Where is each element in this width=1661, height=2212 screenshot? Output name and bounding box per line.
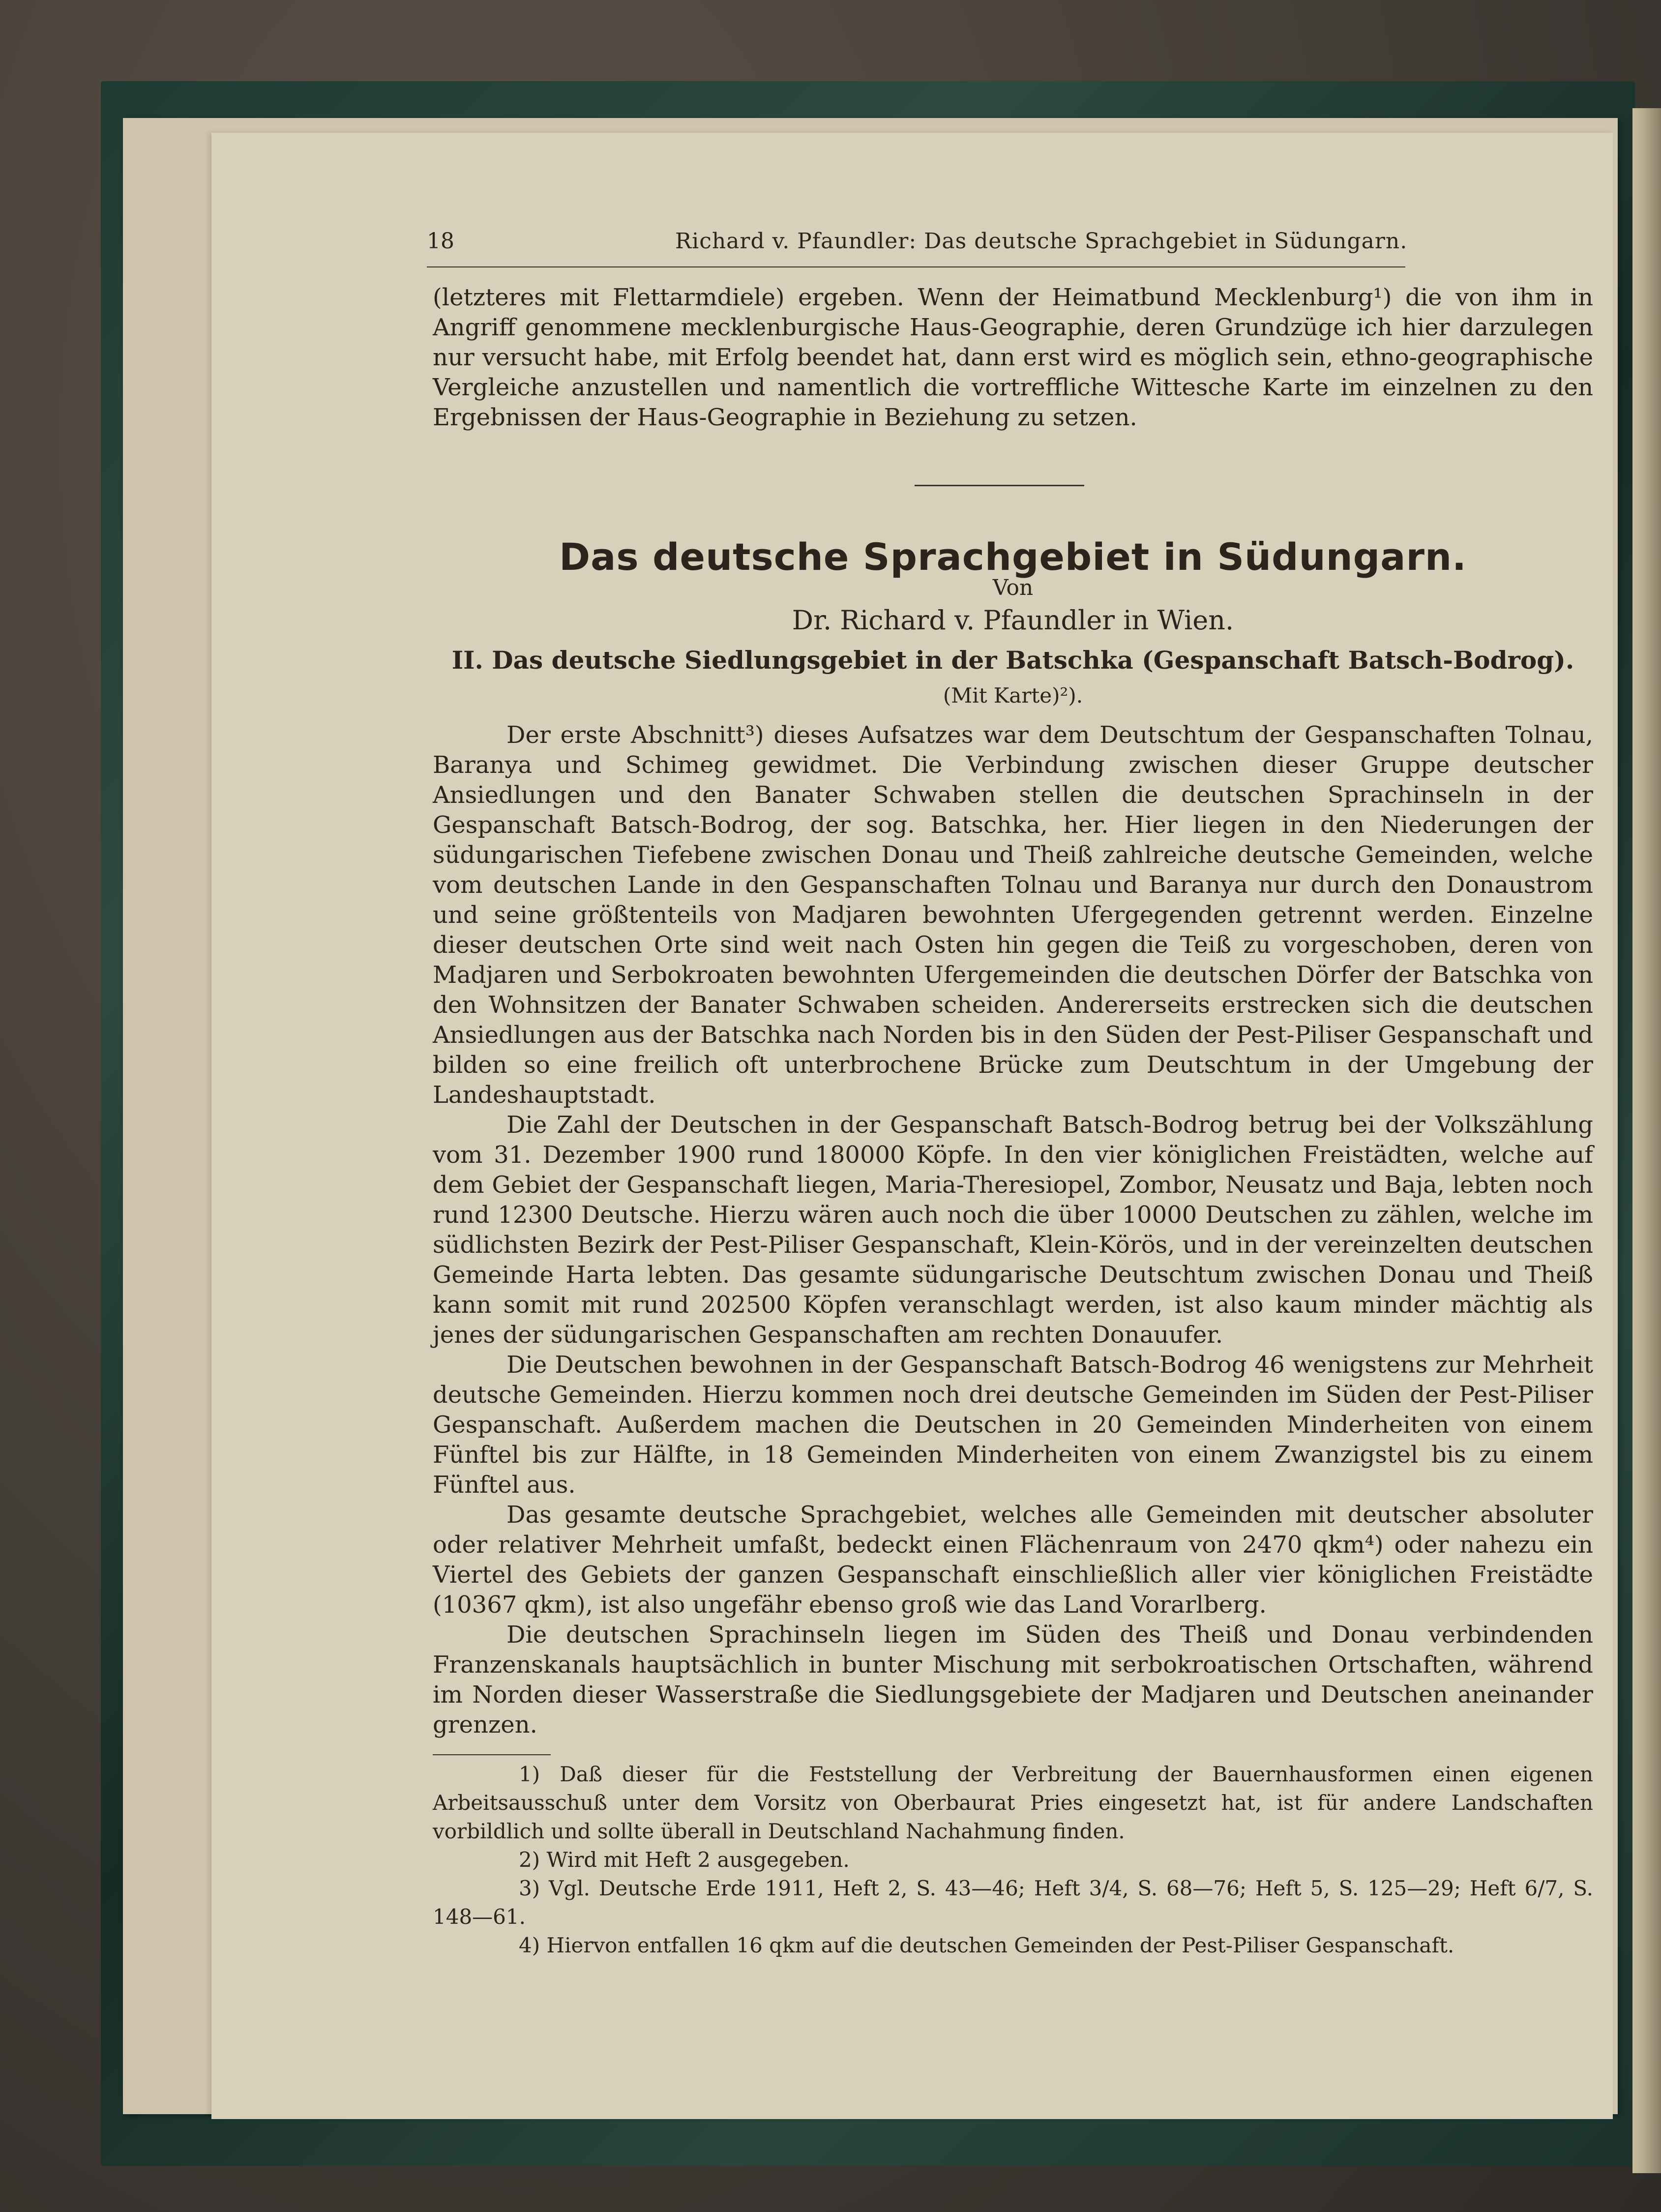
map-note: (Mit Karte)²). <box>943 683 1083 708</box>
next-page-edge <box>1632 108 1661 2173</box>
body-paragraph: Der erste Abschnitt³) dieses Aufsatzes war dem Deutschtum der Gespanschaften Tolnau, Baranya und Schimeg gewidmet. Die Verbindung zwischen dieser Gruppe deutscher Ansiedlungen und den Banater Schwaben stellen die deutschen Sprachinseln in der Gespanschaft Batsch-Bodrog, der sog. Batschka, her. Hier liegen in den Niederungen der südungarischen Tiefebene zwischen Donau und Theiß zahlreiche deutsche Gemeinden, welche vom deutschen Lande in den Gespanschaften Tolnau und Baranya nur durch den Donaustrom und seine größtenteils von Madjaren bewohnten Ufergegenden getrennt werden. Einzelne dieser deutschen Orte sind weit nach Osten hin gegen die Teiß zu vorgeschoben, deren von Madjaren und Serbokroaten bewohnten Ufergemeinden die deutschen Dörfer der Batschka von den Wohnsitzen der Banater Schwaben scheiden. Andererseits erstrecken sich die deutschen Ansiedlungen aus der Batschka nach Norden bis in den Süden der Pest-Piliser Gespanschaft und bilden so eine freilich oft unterbrochene Brücke zum Deutschtum in der Umgebung der Landeshauptstadt. <box>433 721 1593 1109</box>
body-paragraph: Das gesamte deutsche Sprachgebiet, welches alle Gemeinden mit deutscher absoluter oder relativer Mehrheit umfaßt, bedeckt einen Flächenraum von 2470 qkm⁴) oder nahezu ein Viertel des Gebiets der ganzen Gespanschaft einschließlich aller vier königlichen Freistädte (10367 qkm), ist also ungefähr ebenso groß wie das Land Vorarlberg. <box>433 1501 1593 1619</box>
intro-text-block <box>433 283 1593 433</box>
article-body <box>433 720 1593 1740</box>
header-rule <box>427 266 1405 267</box>
intro-paragraph: (letzteres mit Flettarmdiele) ergeben. Wenn der Heimatbund Mecklenburg¹) die von ihm in Angriff genommene mecklenburgische Haus-Geographie, deren Grundzüge ich hier darzulegen nur versucht habe, mit Erfolg beendet hat, dann erst wird es möglich sein, ethno-geographische Vergleiche anzustellen und namentlich die vortreffliche Wittesche Karte im einzelnen zu den Ergebnissen der Haus-Geographie in Beziehung zu setzen. <box>433 284 1593 431</box>
footnotes <box>433 1760 1593 1960</box>
body-paragraph: Die Deutschen bewohnen in der Gespanschaft Batsch-Bodrog 46 wenigstens zur Mehrheit deutsche Gemeinden. Hierzu kommen noch drei deutsche Gemeinden im Süden der Pest-Piliser Gespanschaft. Außerdem machen die Deutschen in 20 Gemeinden Minderheiten von einem Fünftel bis zur Hälfte, in 18 Gemeinden Minderheiten von einem Zwanzigstel bis zu einem Fünftel aus. <box>433 1351 1593 1499</box>
footnote: 3) Vgl. Deutsche Erde 1911, Heft 2, S. 43—46; Heft 3/4, S. 68—76; Heft 5, S. 125—29; Heft 6/7, S. 148—61. <box>433 1876 1593 1929</box>
footnote-rule <box>433 1754 551 1755</box>
body-paragraph: Die deutschen Sprachinseln liegen im Süden des Theiß und Donau verbindenden Franzenskanals hauptsächlich in bunter Mischung mit serbokroatischen Ortschaften, während im Norden dieser Wasserstraße die Siedlungsgebiete der Madjaren und Deutschen aneinander grenzen. <box>433 1621 1593 1739</box>
running-head: Richard v. Pfaundler: Das deutsche Sprachgebiet in Südungarn. <box>675 229 1408 254</box>
article-title: Das deutsche Sprachgebiet in Südungarn. <box>559 535 1467 579</box>
article-author: Dr. Richard v. Pfaundler in Wien. <box>792 605 1234 636</box>
page-header <box>427 224 1410 263</box>
article-by-line: Von <box>992 575 1034 600</box>
section-separator <box>915 485 1084 486</box>
footnote: 1) Daß dieser für die Feststellung der Verbreitung der Bauernhausformen einen eigenen Arbeitsausschuß unter dem Vorsitz von Oberbaurat Pries eingesetzt hat, ist für andere Landschaften vorbildlich und sollte überall in Deutschland Nachahmung finden. <box>433 1762 1593 1843</box>
page-number: 18 <box>427 229 454 254</box>
body-paragraph: Die Zahl der Deutschen in der Gespanschaft Batsch-Bodrog betrug bei der Volkszählung vom 31. Dezember 1900 rund 180000 Köpfe. In den vier königlichen Freistädten, welche auf dem Gebiet der Gespanschaft liegen, Maria-Theresiopel, Zombor, Neusatz und Baja, lebten noch rund 12300 Deutsche. Hierzu wären auch noch die über 10000 Deutschen zu zählen, welche im südlichsten Bezirk der Pest-Piliser Gespanschaft, Klein-Körös, und in der vereinzelten deutschen Gemeinde Harta lebten. Das gesamte südungarische Deutschtum zwischen Donau und Theiß kann somit mit rund 202500 Köpfen veranschlagt werden, ist also kaum minder mächtig als jenes der südungarischen Gespanschaften am rechten Donauufer. <box>433 1111 1593 1349</box>
footnote: 4) Hiervon entfallen 16 qkm auf die deutschen Gemeinden der Pest-Piliser Gespanschaft. <box>519 1933 1454 1957</box>
article-subtitle: II. Das deutsche Siedlungsgebiet in der Batschka (Gespanschaft Batsch-Bodrog). <box>451 646 1574 675</box>
footnote: 2) Wird mit Heft 2 ausgegeben. <box>519 1848 850 1872</box>
